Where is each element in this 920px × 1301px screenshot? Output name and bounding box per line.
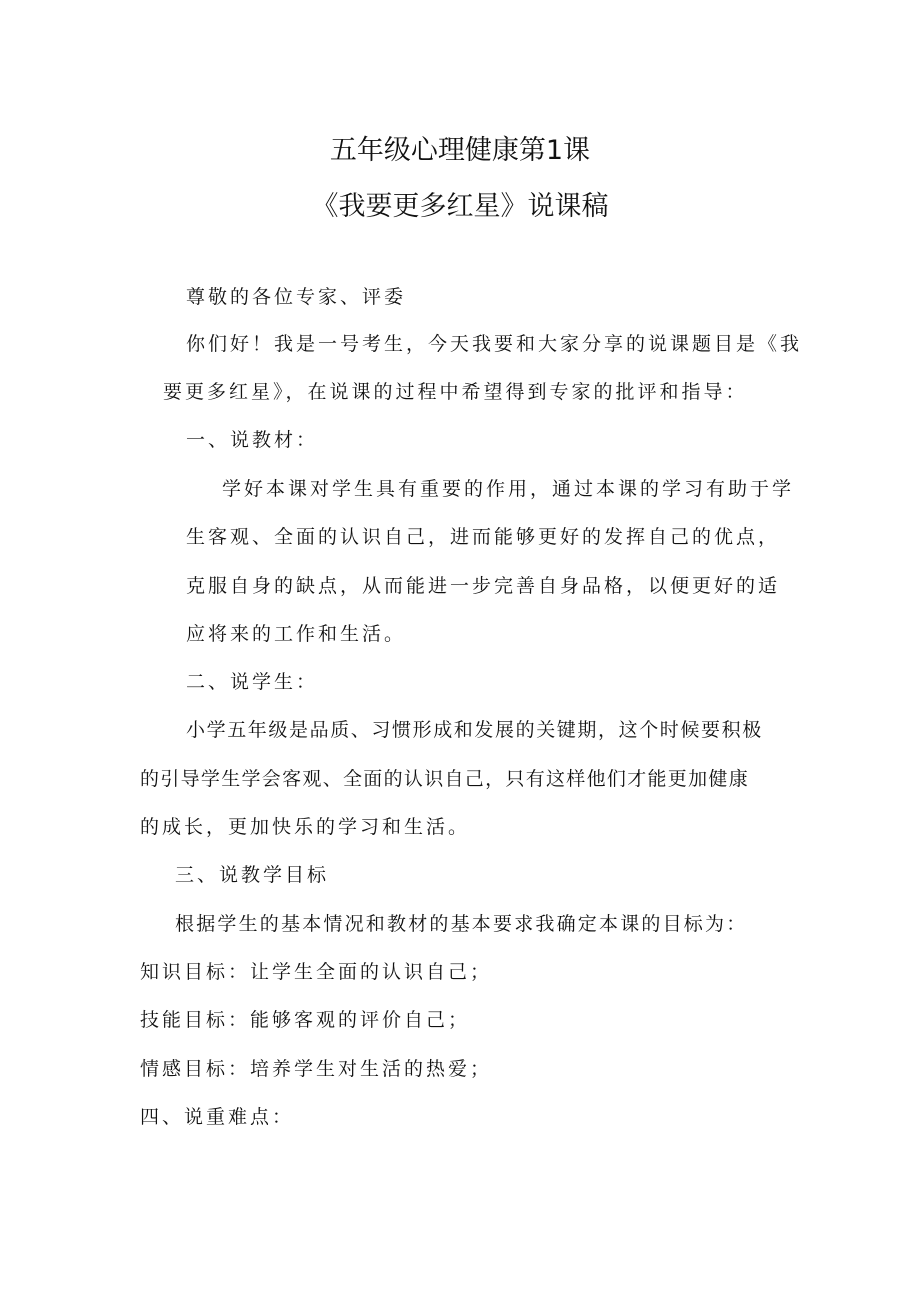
skill-objective: 技能目标：能够客观的评价自己； [140, 1009, 471, 1031]
section-heading-objectives: 三、说教学目标 [175, 864, 330, 886]
emotion-objective: 情感目标：培养学生对生活的热爱； [140, 1058, 493, 1080]
textbook-para-line-1: 学好本课对学生具有重要的作用，通过本课的学习有助于学 [222, 478, 795, 500]
greeting-line: 尊敬的各位专家、评委 [186, 286, 407, 308]
intro-line-1: 你们好！我是一号考生，今天我要和大家分享的说课题目是《我 [186, 333, 803, 355]
textbook-para-line-3: 克服自身的缺点，从而能进一步完善自身品格，以便更好的适 [186, 575, 781, 597]
objectives-intro-line: 根据学生的基本情况和教材的基本要求我确定本课的目标为： [175, 913, 748, 935]
document-subtitle: 《我要更多红星》说课稿 [311, 191, 609, 222]
section-heading-key-points: 四、说重难点： [140, 1106, 295, 1128]
textbook-para-line-2: 生客观、全面的认识自己，进而能够更好的发挥自己的优点， [186, 526, 781, 548]
intro-line-2: 要更多红星》，在说课的过程中希望得到专家的批评和指导： [163, 381, 748, 403]
students-para-line-3: 的成长，更加快乐的学习和生活。 [140, 816, 471, 838]
textbook-para-line-4: 应将来的工作和生活。 [186, 623, 407, 645]
knowledge-objective: 知识目标：让学生全面的认识自己； [140, 961, 493, 983]
section-heading-students: 二、说学生： [186, 671, 319, 693]
students-para-line-1: 小学五年级是品质、习惯形成和发展的关键期，这个时候要积极 [186, 719, 763, 741]
section-heading-textbook: 一、说教材： [186, 429, 319, 451]
students-para-line-2: 的引导学生学会客观、全面的认识自己，只有这样他们才能更加健康 [140, 768, 750, 790]
document-title: 五年级心理健康第1课 [329, 135, 591, 166]
